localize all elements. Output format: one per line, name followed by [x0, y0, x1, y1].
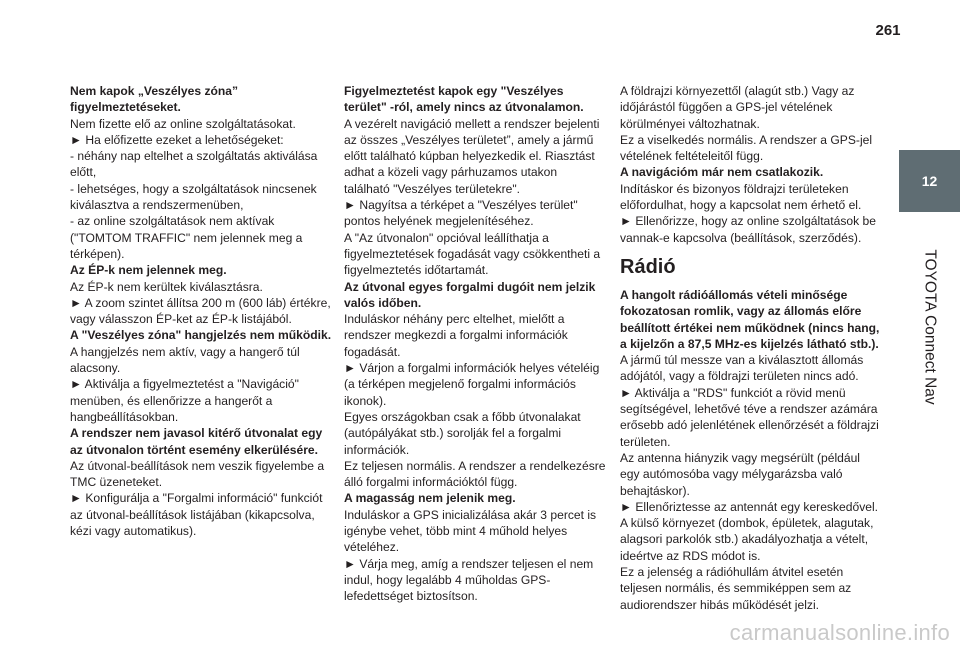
watermark: carmanualsonline.info: [729, 620, 950, 645]
paragraph: Ez a jelenség a rádióhullám átvitel esetén teljesen normális, és semmiképpen sem az audiorendszer hibás működését jelzi.: [620, 565, 852, 612]
chapter-title: TOYOTA Connect Nav: [921, 249, 939, 405]
question-heading: Az ÉP-k nem jelennek meg.: [70, 263, 227, 278]
paragraph: ► Várja meg, amíg a rendszer teljesen el nem indul, hogy legalább 4 műholdas GPS-lefedettséget biztosítson.: [344, 556, 594, 604]
paragraph: Indításkor és bizonyos földrajzi területeken előfordulhat, hogy a kapcsolat nem érhető el.: [620, 181, 862, 213]
paragraph: - néhány nap eltelhet a szolgáltatás aktiválása előtt,: [70, 149, 318, 180]
paragraph: Egyes országokban csak a főbb útvonalakat (autópályákat stb.) sorolják fel a forgalmi információk.: [344, 409, 581, 457]
paragraph: ► Várjon a forgalmi információk helyes vételéig (a térképen megjelenő forgalmi információs ikonok).: [344, 361, 600, 408]
paragraph: ► Aktiválja a figyelmeztetést a "Navigáció" menüben, és ellenőrizze a hangerőt a hangbeállításokban.: [70, 377, 299, 424]
paragraph: Ez a viselkedés normális. A rendszer a GPS-jel vételének feltételeitől függ.: [620, 132, 873, 164]
question-heading: Figyelmeztetést kapok egy "Veszélyes terület" -ról, amely nincs az útvonalamon.: [344, 84, 584, 115]
paragraph: A vezérelt navigáció mellett a rendszer bejelenti az összes „Veszélyes területet”, amely a jármű előtt található kúpban helyezkedik el. Riasztást adhat a közeli vagy párhuzamos utakon található "Veszélyes területekre".: [344, 116, 600, 196]
paragraph: ► Ellenőrizze, hogy az online szolgáltatások be vannak-e kapcsolva (beállítások, szerződés).: [620, 214, 877, 245]
text-column-1: [70, 83, 332, 539]
paragraph: ► Ellenőriztesse az antennát egy kereskedővel.: [620, 499, 879, 514]
section-heading: Rádió: [620, 255, 676, 278]
page-number: 261: [875, 22, 901, 39]
paragraph: ► Konfigurálja a "Forgalmi információ" funkciót az útvonal-beállítások listájában (kikapcsolva, kézi vagy automatikus).: [70, 491, 323, 539]
question-heading: Az útvonal egyes forgalmi dugóit nem jelzik valós időben.: [344, 279, 596, 310]
paragraph: Nem fizette elő az online szolgáltatásokat.: [70, 116, 296, 131]
paragraph: A "Az útvonalon" opcióval leállíthatja a figyelmeztetések fogadását vagy csökkentheti a figyelmeztetés időtartamát.: [344, 230, 601, 278]
paragraph: ► Ha előfizette ezeket a lehetőségeket:: [70, 132, 284, 147]
paragraph: A földrajzi környezettől (alagút stb.) Vagy az időjárástól függően a GPS-jel vételének körülményei változhatnak.: [620, 84, 855, 131]
question-heading: A rendszer nem javasol kitérő útvonalat egy az útvonalon történt esemény elkerülésére.: [70, 426, 323, 457]
paragraph: Az útvonal-beállítások nem veszik figyelembe a TMC üzeneteket.: [70, 458, 325, 490]
paragraph: - lehetséges, hogy a szolgáltatások nincsenek kiválasztva a rendszermenüben,: [70, 181, 317, 213]
paragraph: ► Aktiválja a "RDS" funkciót a rövid menü segítségével, lehetővé téve a rendszer azámára erősebb adó jelenlétének ellenőrzését a földrajzi területen.: [620, 385, 879, 449]
question-heading: A "Veszélyes zóna" hangjelzés nem működik.: [70, 328, 332, 343]
paragraph: Az antenna hiányzik vagy megsérült (például egy autómosóba vagy mélygarázsba való behajtáskor).: [620, 450, 860, 498]
paragraph: Induláskor néhány perc eltelhet, mielőtt a rendszer megkezdi a forgalmi információk fogadását.: [344, 312, 568, 359]
text-column-2: [344, 83, 606, 605]
paragraph: Az ÉP-k nem kerültek kiválasztásra.: [70, 279, 263, 294]
question-heading: A navigációm már nem csatlakozik.: [620, 165, 824, 180]
chapter-title-vertical: [899, 212, 960, 442]
paragraph: A jármű túl messze van a kiválasztott állomás adójától, vagy a földrajzi területen nincs adó.: [620, 353, 864, 384]
question-heading: Nem kapok „Veszélyes zóna” figyelmeztetéseket.: [70, 84, 239, 115]
chapter-number: 12: [921, 173, 938, 189]
text-column-3: [620, 83, 882, 613]
paragraph: A külső környezet (dombok, épületek, alagutak, alagsori parkolók stb.) akadályozhatja a vételt, ideértve az RDS módot is.: [620, 516, 874, 563]
paragraph: Ez teljesen normális. A rendszer a rendelkezésre álló forgalmi információktól függ.: [344, 458, 606, 490]
chapter-tab: [899, 150, 960, 212]
question-heading: A magasság nem jelenik meg.: [344, 491, 516, 506]
paragraph: Induláskor a GPS inicializálása akár 3 percet is igénybe vehet, több mint 4 műhold helyes vételéhez.: [344, 507, 597, 555]
paragraph: A hangjelzés nem aktív, vagy a hangerő túl alacsony.: [70, 344, 300, 376]
paragraph: ► Nagyítsa a térképet a "Veszélyes terület" pontos helyének megjelenítéséhez.: [344, 198, 578, 229]
paragraph: - az online szolgáltatások nem aktívak ("TOMTOM TRAFFIC" nem jelennek meg a térképen).: [70, 214, 303, 261]
question-heading: A hangolt rádióállomás vételi minősége fokozatosan romlik, vagy az állomás előre beállított értékei nem működnek (nincs hang, a kijelzőn a 87,5 MHz-es kijelzés látható stb.).: [620, 287, 880, 351]
paragraph: ► A zoom szintet állítsa 200 m (600 láb) értékre, vagy válasszon ÉP-ket az ÉP-k listájából.: [70, 295, 331, 327]
